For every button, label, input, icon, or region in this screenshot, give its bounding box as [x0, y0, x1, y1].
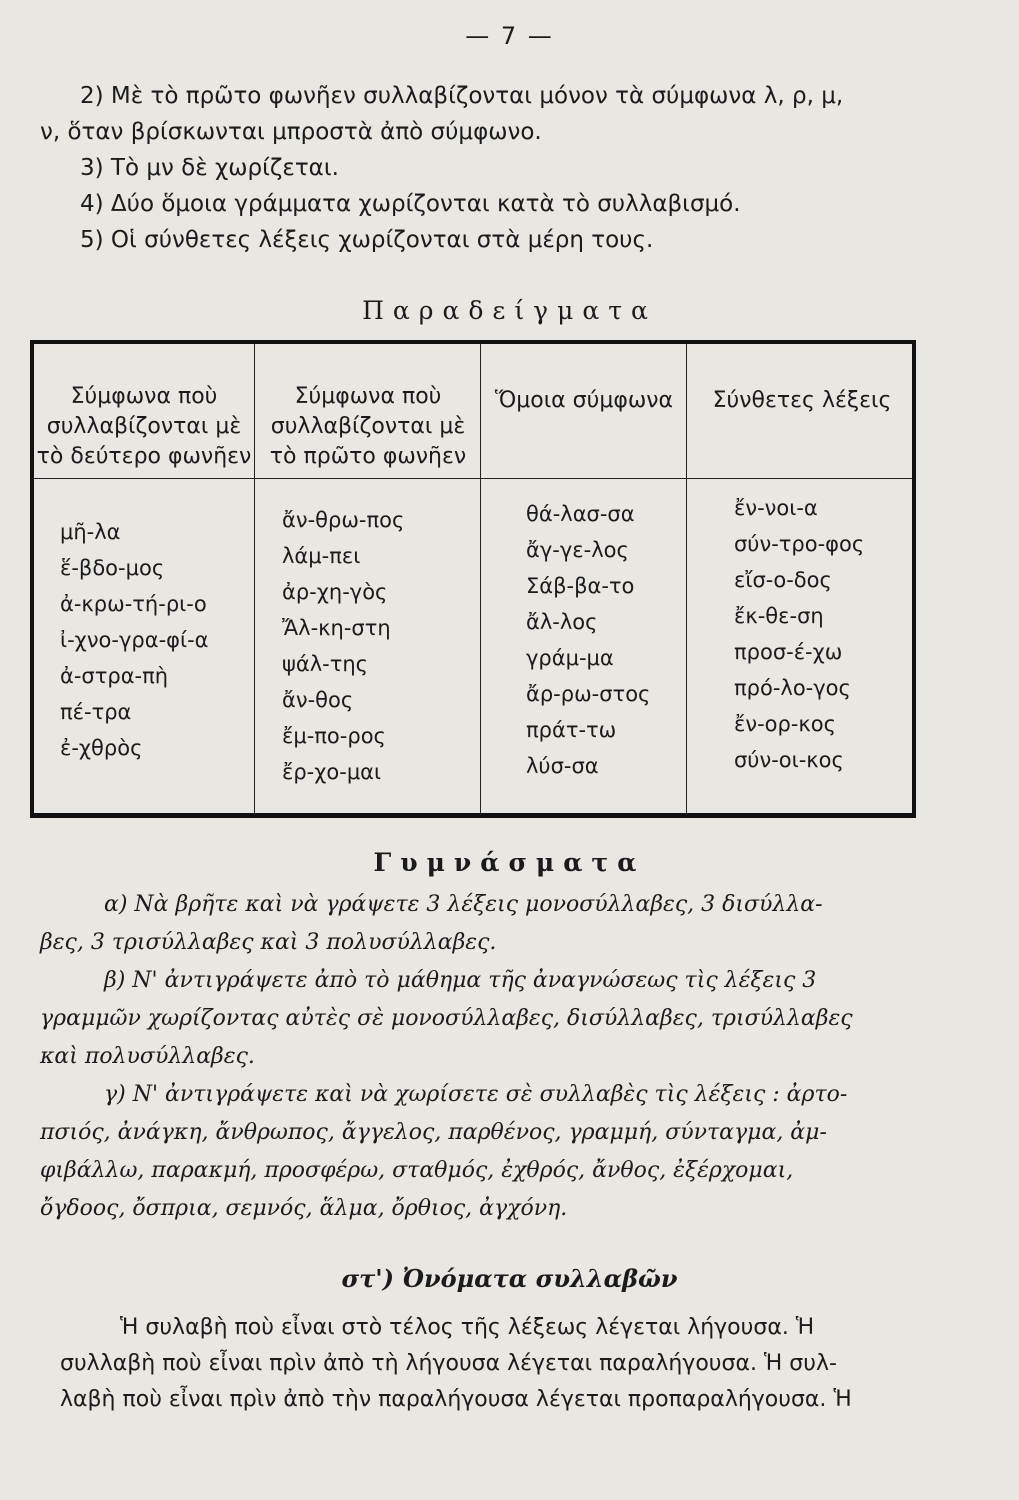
list-item: γράμ-μα	[526, 646, 614, 670]
exercise-b-continuation: γραμμῶν χωρίζοντας αὐτὲς σὲ μονοσύλλαβες, δισύλλαβες, τρισύλλαβες	[40, 1006, 853, 1031]
column-divider	[254, 344, 255, 813]
list-item: ἐ-χθρὸς	[60, 736, 143, 760]
list-item: λάμ-πει	[282, 544, 361, 568]
list-item: σύν-τρο-φος	[734, 532, 865, 556]
list-item: λύσ-σα	[526, 754, 599, 778]
exercise-a: α) Νὰ βρῆτε καὶ νὰ γράψετε 3 λέξεις μονοσύλλαβες, 3 δισύλλα-	[104, 892, 823, 917]
list-item: ἀρ-χη-γὸς	[282, 580, 388, 604]
section-heading: στ') Ὀνόματα συλλαβῶν	[341, 1264, 678, 1293]
list-item: ἀ-στρα-πὴ	[60, 664, 169, 688]
exercises-title: Γυμνάσματα	[373, 848, 646, 877]
list-item: ἄρ-ρω-στος	[526, 682, 651, 706]
body-line: λαβὴ ποὺ εἶναι πρὶν ἀπὸ τὴν παραλήγουσα λέγεται προπαραλήγουσα. Ἡ	[60, 1387, 852, 1412]
list-item: ἔμ-πο-ρος	[282, 724, 386, 748]
body-line: Ἡ συλαβὴ ποὺ εἶναι στὸ τέλος τῆς λέξεως λέγεται λήγουσα. Ἡ	[120, 1315, 815, 1340]
body-line: συλλαβὴ ποὺ εἶναι πρὶν ἀπὸ τὴ λήγουσα λέγεται παραλήγουσα. Ἡ συλ-	[60, 1351, 837, 1376]
rule-4: 4) Δύο ὅμοια γράμματα χωρίζονται κατὰ τὸ συλλαβισμό.	[80, 191, 741, 217]
list-item: Σάβ-βα-το	[526, 574, 635, 598]
column-second-vowel	[60, 514, 209, 766]
exercises-list	[40, 886, 940, 1228]
list-item: σύν-οι-κος	[734, 748, 844, 772]
list-item: ἰ-χνο-γρα-φί-α	[60, 628, 209, 652]
exercise-c-continuation: ὄγδοος, ὄσπρια, σεμνός, ἅλμα, ὄρθιος, ἀγχόνη.	[40, 1196, 568, 1221]
table-header-first-vowel: Σύμφωνα ποὺ συλλαβίζονται μὲ τὸ πρῶτο φωνῆεν	[269, 384, 467, 469]
list-item: μῆ-λα	[60, 520, 121, 544]
list-item: ἄλ-λος	[526, 610, 598, 634]
examples-table	[30, 340, 916, 818]
list-item: πράτ-τω	[526, 718, 617, 742]
list-item: θά-λασ-σα	[526, 502, 635, 526]
exercise-c-continuation: πσιός, ἀνάγκη, ἄνθρωπος, ἄγγελος, παρθένος, γραμμή, σύνταγμα, ἀμ-	[40, 1120, 827, 1145]
exercise-c-continuation: φιβάλλω, παρακμή, προσφέρω, σταθμός, ἐχθρός, ἄνθος, ἐξέρχομαι,	[40, 1158, 794, 1183]
list-item: ψάλ-της	[282, 652, 368, 676]
exercise-b: β) Ν' ἀντιγράψετε ἀπὸ τὸ μάθημα τῆς ἀναγνώσεως τὶς λέξεις 3	[104, 968, 817, 993]
list-item: Ἄλ-κη-στη	[282, 616, 391, 640]
exercise-c: γ) Ν' ἀντιγράψετε καὶ νὰ χωρίσετε σὲ συλλαβὲς τὶς λέξεις : ἀρτο-	[104, 1082, 848, 1107]
list-item: πέ-τρα	[60, 700, 132, 724]
column-compound-words	[734, 490, 864, 778]
list-item: εἴσ-ο-δος	[734, 568, 832, 592]
rule-5: 5) Οἱ σύνθετες λέξεις χωρίζονται στὰ μέρη τους.	[80, 227, 654, 253]
list-item: ἄν-θρω-πος	[282, 508, 405, 532]
table-header-same-consonants: Ὅμοια σύμφωνα	[494, 388, 674, 413]
list-item: ἄγ-γε-λος	[526, 538, 629, 562]
column-first-vowel	[282, 502, 404, 790]
column-divider	[480, 344, 481, 813]
list-item: ἕ-βδο-μος	[60, 556, 165, 580]
list-item: ἔκ-θε-ση	[734, 604, 824, 628]
table-header-compound-words: Σύνθετες λέξεις	[712, 388, 892, 413]
list-item: ἄν-θος	[282, 688, 354, 712]
body-paragraph	[60, 1310, 960, 1418]
list-item: πρό-λο-γος	[734, 676, 851, 700]
exercise-a-continuation: βες, 3 τρισύλλαβες καὶ 3 πολυσύλλαβες.	[40, 930, 497, 955]
rule-3: 3) Τὸ μν δὲ χωρίζεται.	[80, 155, 339, 181]
header-divider	[34, 478, 912, 479]
rule-2-continuation: ν, ὅταν βρίσκωνται μπροστὰ ἀπὸ σύμφωνο.	[40, 119, 542, 145]
exercise-b-continuation: καὶ πολυσύλλαβες.	[40, 1044, 255, 1069]
table-header-second-vowel: Σύμφωνα ποὺ συλλαβίζονται μὲ τὸ δεύτερο φωνῆεν	[36, 384, 252, 469]
rules-list	[40, 78, 940, 258]
column-divider	[686, 344, 687, 813]
rule-2: 2) Μὲ τὸ πρῶτο φωνῆεν συλλαβίζονται μόνον τὰ σύμφωνα λ, ρ, μ,	[80, 83, 844, 109]
list-item: ἔν-ορ-κος	[734, 712, 836, 736]
list-item: προσ-έ-χω	[734, 640, 843, 664]
list-item: ἔν-νοι-α	[734, 496, 818, 520]
list-item: ἀ-κρω-τή-ρι-ο	[60, 592, 207, 616]
list-item: ἔρ-χο-μαι	[282, 760, 382, 784]
page-number: — 7 —	[465, 22, 554, 50]
column-same-consonants	[526, 496, 650, 784]
examples-title: Παραδείγματα	[362, 296, 657, 325]
